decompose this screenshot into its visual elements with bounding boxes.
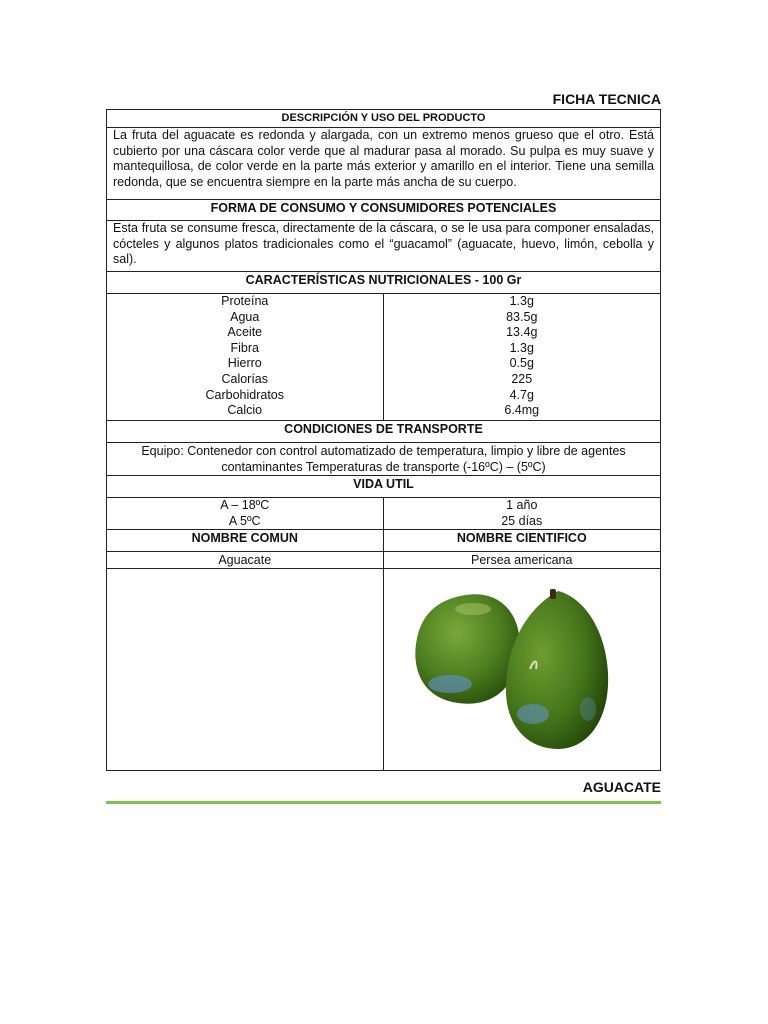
description-heading: DESCRIPCIÓN Y USO DEL PRODUCTO	[107, 110, 661, 128]
common-name-value: Aguacate	[107, 552, 384, 569]
nutrition-names	[107, 294, 384, 421]
nutrition-values	[383, 294, 661, 421]
nutrient-name: Proteína	[221, 294, 269, 308]
product-image-cell	[383, 569, 661, 771]
nutrient-value: 83.5g	[506, 309, 538, 324]
empty-image-cell	[107, 569, 384, 771]
shelf-life-condition: A 5ºC	[228, 513, 261, 528]
shelf-life-duration: 25 días	[501, 513, 543, 528]
nutrient-value: 6.4mg	[504, 403, 540, 418]
transport-text	[107, 443, 661, 476]
avocado-left	[415, 595, 519, 704]
spec-sheet-table	[106, 109, 661, 771]
nutrient-name: Agua	[230, 309, 260, 324]
shelf-life-conditions	[107, 498, 384, 530]
nutrient-name: Calorías	[221, 371, 269, 386]
footer-divider	[106, 801, 661, 804]
nutrient-value: 13.4g	[506, 325, 538, 340]
document-title: FICHA TECNICA	[552, 91, 661, 107]
nutrient-value: 0.5g	[509, 356, 534, 371]
scientific-name-heading: NOMBRE CIENTIFICO	[383, 530, 661, 552]
transport-line-1: Equipo: Contenedor con control automatizado de temperatura, limpio y libre de agentes	[141, 444, 626, 458]
transport-heading: CONDICIONES DE TRANSPORTE	[107, 421, 661, 443]
nutrient-value: 1.3g	[509, 294, 534, 308]
nutrient-name: Hierro	[227, 356, 262, 371]
nutrient-value: 225	[511, 371, 533, 386]
nutrient-name: Aceite	[227, 325, 263, 340]
nutrition-heading: CARACTERÍSTICAS NUTRICIONALES - 100 Gr	[107, 272, 661, 294]
shelf-life-duration: 1 año	[506, 498, 538, 513]
nutrient-name: Calcio	[227, 403, 263, 418]
nutrient-name: Carbohidratos	[205, 387, 284, 402]
product-name-footer: AGUACATE	[582, 779, 661, 795]
consumption-heading: FORMA DE CONSUMO Y CONSUMIDORES POTENCIALES	[107, 200, 661, 221]
nutrient-name: Fibra	[230, 340, 259, 355]
avocado-right	[505, 589, 607, 749]
common-name-heading: NOMBRE COMUN	[107, 530, 384, 552]
nutrient-value: 1.3g	[509, 340, 534, 355]
nutrient-value: 4.7g	[509, 387, 534, 402]
consumption-text: Esta fruta se consume fresca, directamente de la cáscara, o se le usa para componer ensaladas, cócteles y algunos platos tradicionales como el “guacamol” (aguacate, huevo, limón, cebolla y sal).	[107, 221, 661, 272]
shelf-life-condition: A – 18ºC	[220, 498, 270, 513]
scientific-name-value: Persea americana	[383, 552, 661, 569]
shelf-life-durations	[383, 498, 661, 530]
description-text: La fruta del aguacate es redonda y alargada, con un extremo menos grueso que el otro. Está cubierto por una cáscara color verde que al madurar pasa al morado. Su pulpa es muy suave y mantequillosa, de color verde en la parte más exterior y amarillo en el interior. Tiene una semilla redonda, que se encuentra siempre en la parte más ancha de su cuerpo.	[107, 128, 661, 200]
avocado-image	[408, 589, 628, 759]
transport-line-2: contaminantes Temperaturas de transporte (-16ºC) – (5ºC)	[221, 459, 546, 474]
shelf-life-heading: VIDA UTIL	[107, 476, 661, 498]
